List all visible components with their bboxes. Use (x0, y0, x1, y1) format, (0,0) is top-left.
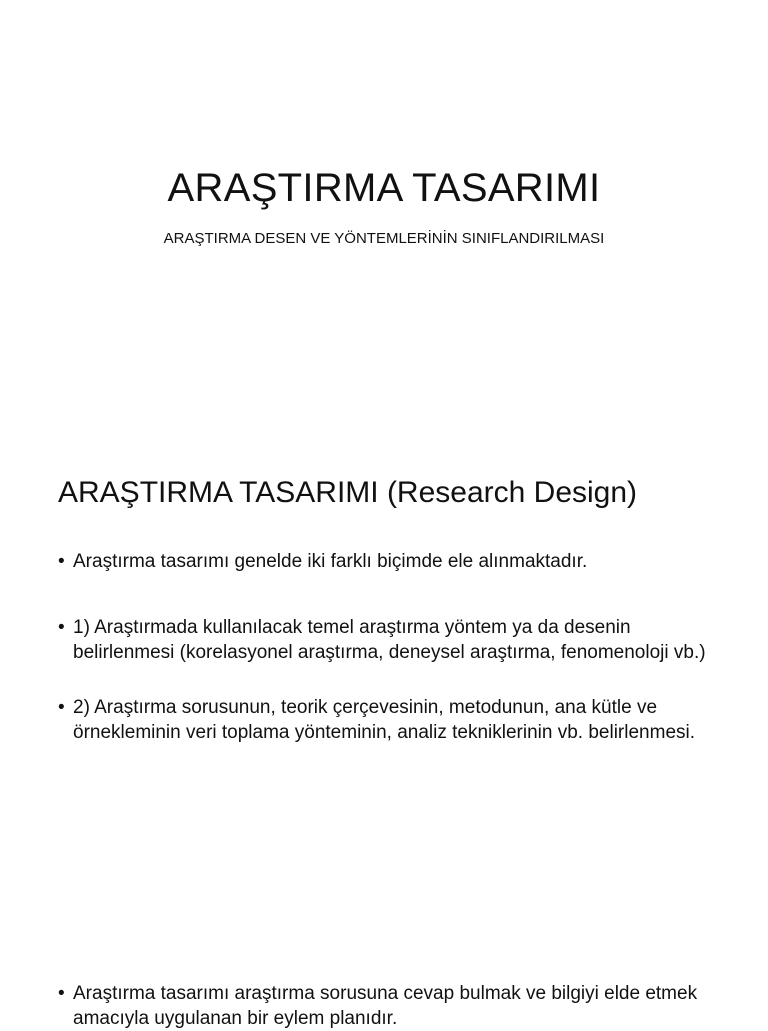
slide-subtitle: ARAŞTIRMA DESEN VE YÖNTEMLERİNİN SINIFLANDIRILMASI (163, 230, 605, 247)
slide-title: ARAŞTIRMA TASARIMI (167, 166, 601, 210)
bullet-item: • Araştırma tasarımı genelde iki farklı biçimde ele alınmaktadır. (58, 549, 733, 574)
content-slide (0, 430, 768, 1029)
bullet-item: • Araştırma tasarımı araştırma sorusuna cevap bulmak ve bilgiyi elde etmek amacıyla uygulanan bir eylem planıdır. (58, 981, 733, 1031)
bullet-item: • 1) Araştırmada kullanılacak temel araştırma yöntem ya da desenin belirlenmesi (korelasyonel araştırma, deneysel araştırma, fenomenoloji vb.) (58, 615, 733, 665)
title-slide (0, 0, 768, 430)
section-title: ARAŞTIRMA TASARIMI (Research Design) (58, 476, 638, 509)
bullet-item: • 2) Araştırma sorusunun, teorik çerçevesinin, metodunun, ana kütle ve örnekleminin veri toplama yönteminin, analiz tekniklerinin vb. belirlenmesi. (58, 695, 733, 745)
